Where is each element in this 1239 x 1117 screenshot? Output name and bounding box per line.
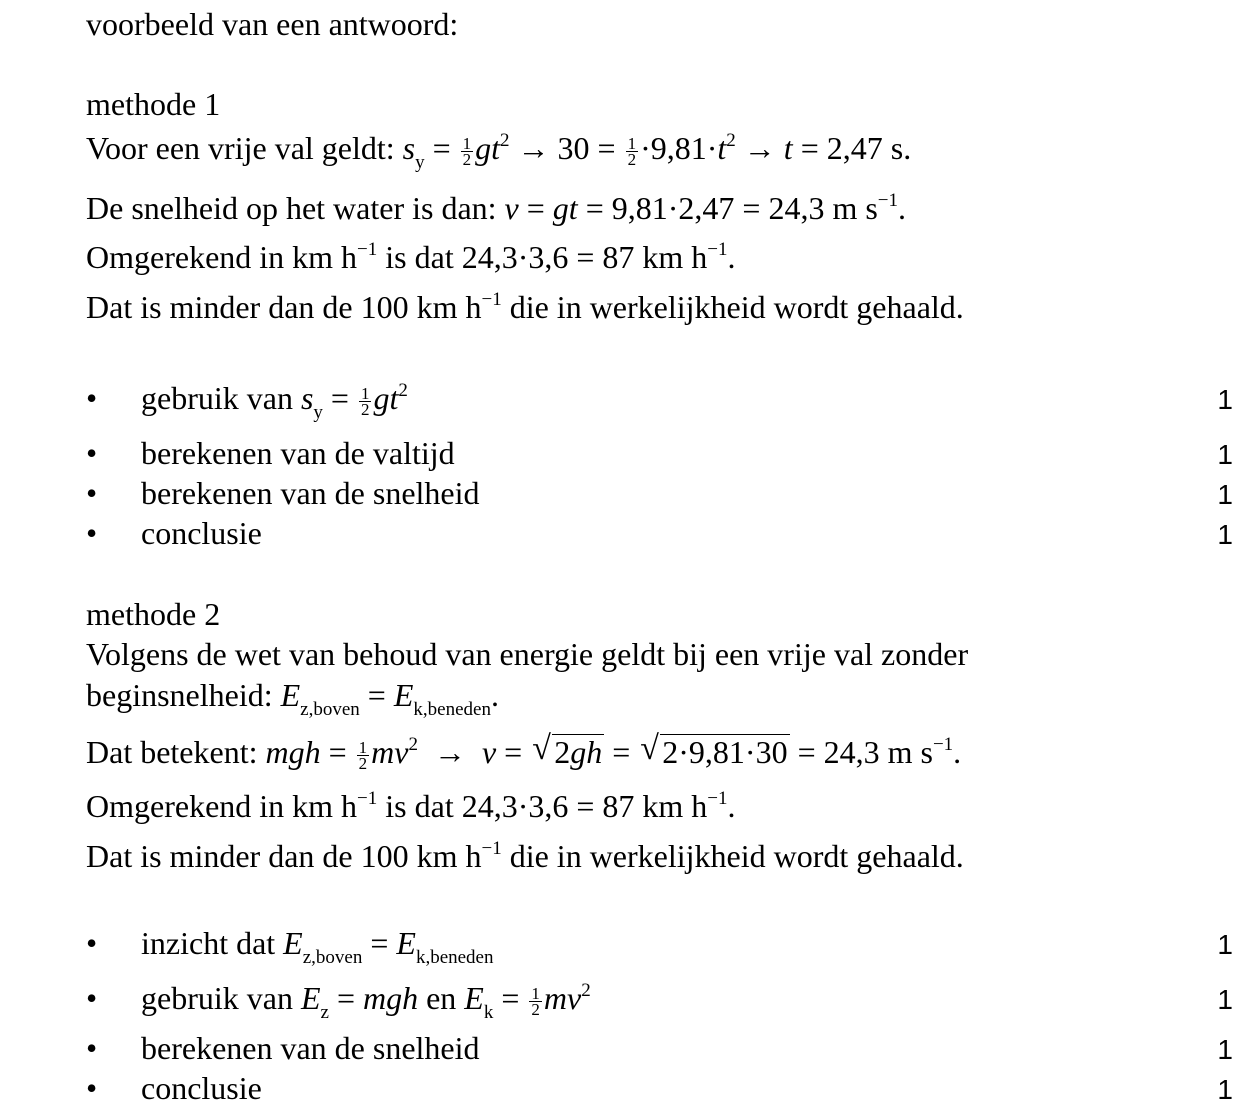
criterion-score: 1 xyxy=(1217,1034,1233,1065)
method-1-formula-velocity: v = gt = 9,81·2,47 = 24,3 m $s^{-1}$. xyxy=(504,190,906,226)
method-1-formula-fall-time: $s_y$ = $\frac{1}{2}$ $gt^2 \to 30$ = $\frac{1}{2}$ $\cdot 9,81\cdot t^2 \to t = 2,47$ s. xyxy=(402,130,912,173)
criterion-label: inzicht dat xyxy=(141,925,276,961)
criterion-score: 1 xyxy=(1217,479,1233,510)
criterion-label: berekenen van de valtijd xyxy=(141,435,455,471)
criterion-formula-kinetic: $E_k$ = $\frac{1}{2}$ $mv^2$ xyxy=(464,980,591,1023)
method-1-unit-kmh-2: km $h^{-1}$ xyxy=(416,289,502,325)
criterion-formula: $E_{z,boven} = E_{k,beneden}$ xyxy=(283,925,494,968)
criterion-formula: $s_y$ = $\frac{1}{2}$ $gt^2$ xyxy=(300,380,408,423)
bullet-icon: • xyxy=(86,380,98,416)
criterion-label: conclusie xyxy=(141,1070,262,1106)
bullet-icon: • xyxy=(86,435,98,471)
criterion-formula-potential: $E_z$ = mgh xyxy=(300,980,419,1023)
answer-intro: voorbeeld van een antwoord: xyxy=(86,6,459,42)
method-1-line4-b: die in werkelijkheid wordt gehaald. xyxy=(509,289,964,325)
method-2-line4-a: Omgerekend in xyxy=(86,788,285,824)
method-1-line3-a: Omgerekend in xyxy=(86,239,285,275)
method-2-formula-energy-balance: $E_{z,boven} = E_{k,beneden}$. xyxy=(280,677,499,720)
method-1-line2-text: De snelheid op het water is dan: xyxy=(86,190,497,226)
method-2-line5-a: Dat is minder dan de 100 xyxy=(86,838,409,874)
method-1-line-velocity xyxy=(86,190,906,226)
criterion-score: 1 xyxy=(1217,384,1233,415)
method-2-line-conversion xyxy=(86,788,736,824)
criterion-score: 1 xyxy=(1217,1074,1233,1105)
criterion-label: gebruik van xyxy=(141,380,293,416)
method-1-line1-text: Voor een vrije val geldt: xyxy=(86,130,395,166)
method-2-line-velocity xyxy=(86,730,962,773)
criterion-label: berekenen van de snelheid xyxy=(141,475,480,511)
method-1-line-conclusion xyxy=(86,289,964,325)
criterion-score: 1 xyxy=(1217,984,1233,1015)
method-2-line-energy: Volgens de wet van behoud van energie geldt bij een vrije val zonder xyxy=(86,636,969,672)
method-2-line3-text: Dat betekent: xyxy=(86,734,258,770)
criterion-score: 1 xyxy=(1217,439,1233,470)
bullet-icon: • xyxy=(86,980,98,1016)
method-2-line-conclusion xyxy=(86,838,964,874)
method-2-line2-text: beginsnelheid: xyxy=(86,677,273,713)
criterion-label-mid: en xyxy=(426,980,457,1016)
method-2-formula-conversion: 24,3·3,6 = 87 km $h^{-1}$. xyxy=(461,788,736,824)
method-2-unit-kmh-2: km $h^{-1}$ xyxy=(416,838,502,874)
criterion-score: 1 xyxy=(1217,519,1233,550)
criterion-label: conclusie xyxy=(141,515,262,551)
method-2-heading: methode 2 xyxy=(86,596,221,632)
method-1-heading: methode 1 xyxy=(86,86,221,122)
method-1-line-free-fall xyxy=(86,130,912,173)
method-2-unit-kmh: km $h^{-1}$ xyxy=(292,788,378,824)
method-1-line4-a: Dat is minder dan de 100 xyxy=(86,289,409,325)
method-1-unit-kmh: km $h^{-1}$ xyxy=(292,239,378,275)
method-2-formula-velocity: mgh = $\frac{1}{2}$ $mv^2 \to v$ = √ 2gh = √ 2·9,81·30 = 24,3 m $s^{-1}$. xyxy=(265,730,962,773)
bullet-icon: • xyxy=(86,1070,98,1106)
method-1-formula-conversion: 24,3·3,6 = 87 km $h^{-1}$. xyxy=(461,239,736,275)
method-2-line-initial-speed xyxy=(86,677,499,720)
bullet-icon: • xyxy=(86,1030,98,1066)
criterion-label: gebruik van xyxy=(141,980,293,1016)
bullet-icon: • xyxy=(86,515,98,551)
method-1-line3-b: is dat xyxy=(385,239,454,275)
method-2-line5-b: die in werkelijkheid wordt gehaald. xyxy=(509,838,964,874)
method-2-line4-b: is dat xyxy=(385,788,454,824)
criterion-label: berekenen van de snelheid xyxy=(141,1030,480,1066)
bullet-icon: • xyxy=(86,475,98,511)
criterion-score: 1 xyxy=(1217,929,1233,960)
bullet-icon: • xyxy=(86,925,98,961)
method-1-line-conversion xyxy=(86,239,736,275)
